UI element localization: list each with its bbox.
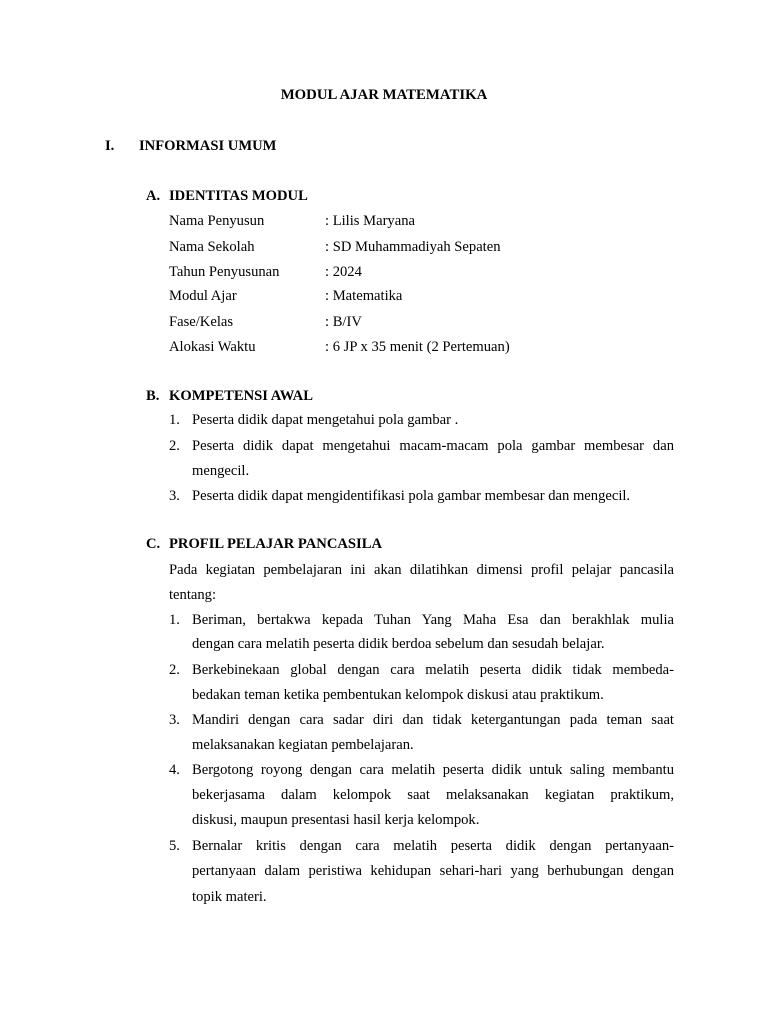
list-number: 2. (169, 662, 180, 678)
list-item-text: dengan cara melatih peserta didik berdoa sebelum dan sesudah belajar. (192, 636, 605, 652)
list-item-text: Berkebinekaan global dengan cara melatih peserta didik tidak membeda- (192, 662, 674, 678)
paragraph-line: Pada kegiatan pembelajaran ini akan dilatihkan dimensi profil pelajar pancasila (169, 562, 674, 578)
list-number: 2. (169, 438, 180, 454)
subsection-letter: B. (146, 388, 160, 404)
identity-value: : 2024 (325, 264, 362, 280)
list-item-text: diskusi, maupun presentasi hasil kerja kelompok. (192, 812, 480, 828)
identity-value: : Matematika (325, 288, 403, 304)
list-number: 3. (169, 488, 180, 504)
document-title: MODUL AJAR MATEMATIKA (280, 87, 488, 103)
section-heading: INFORMASI UMUM (139, 138, 277, 154)
identity-label: Modul Ajar (169, 288, 237, 304)
list-number: 3. (169, 712, 180, 728)
list-number: 1. (169, 412, 180, 428)
subsection-letter: A. (146, 188, 161, 204)
list-item-text: melaksanakan kegiatan pembelajaran. (192, 737, 414, 753)
list-number: 5. (169, 838, 180, 854)
list-item-text: Peserta didik dapat mengetahui macam-macam pola gambar membesar dan (192, 438, 674, 454)
identity-label: Fase/Kelas (169, 314, 234, 330)
list-item-text: pertanyaan dalam peristiwa kehidupan sehari-hari yang berhubungan dengan (192, 863, 674, 879)
subsection-heading: KOMPETENSI AWAL (169, 388, 313, 404)
list-number: 1. (169, 612, 180, 628)
identity-value: : SD Muhammadiyah Sepaten (325, 239, 501, 255)
list-item-text: Mandiri dengan cara sadar diri dan tidak ketergantungan pada teman saat (192, 712, 674, 728)
list-item-text: Bernalar kritis dengan cara melatih peserta didik dengan pertanyaan- (192, 838, 674, 854)
list-item-text: Beriman, bertakwa kepada Tuhan Yang Maha Esa dan berakhlak mulia (192, 612, 674, 628)
subsection-heading: IDENTITAS MODUL (169, 188, 308, 204)
paragraph-line: tentang: (169, 587, 217, 603)
list-item-text: mengecil. (192, 463, 250, 479)
list-item-text: Peserta didik dapat mengetahui pola gambar . (192, 412, 459, 428)
identity-label: Tahun Penyusunan (169, 264, 280, 280)
identity-value: : B/IV (325, 314, 362, 330)
identity-label: Nama Penyusun (169, 213, 265, 229)
list-item-text: bedakan teman ketika pembentukan kelompok diskusi atau praktikum. (192, 687, 604, 703)
subsection-letter: C. (146, 536, 161, 552)
identity-label: Nama Sekolah (169, 239, 255, 255)
list-item-text: bekerjasama dalam kelompok saat melaksanakan kegiatan praktikum, (192, 787, 674, 803)
list-number: 4. (169, 762, 180, 778)
identity-value: : 6 JP x 35 menit (2 Pertemuan) (325, 339, 510, 355)
identity-value: : Lilis Maryana (325, 213, 415, 229)
list-item-text: Peserta didik dapat mengidentifikasi pola gambar membesar dan mengecil. (192, 488, 631, 504)
list-item-text: Bergotong royong dengan cara melatih peserta didik untuk saling membantu (192, 762, 674, 778)
identity-label: Alokasi Waktu (169, 339, 256, 355)
list-item-text: topik materi. (192, 889, 267, 905)
subsection-heading: PROFIL PELAJAR PANCASILA (169, 536, 382, 552)
section-numeral: I. (105, 138, 115, 154)
